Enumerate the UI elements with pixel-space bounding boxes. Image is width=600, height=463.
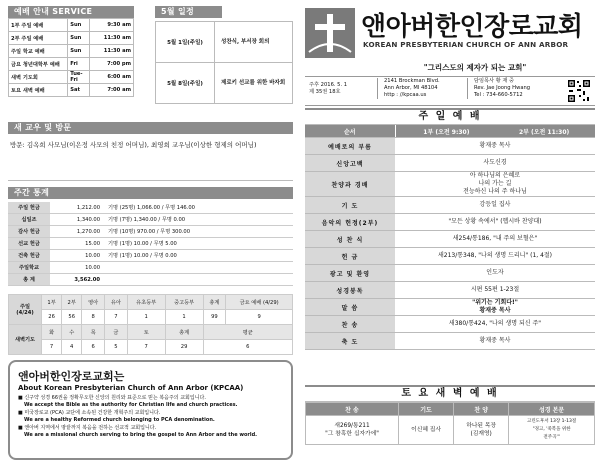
worship-order-value: 사도신경: [395, 155, 595, 172]
worship-order-value: 강등일 집사: [395, 197, 595, 214]
worship-order-label: 헌 금: [305, 248, 395, 265]
event-text: 성찬식, 부서장 회의: [221, 39, 270, 45]
service-day: Sun: [68, 45, 90, 58]
worship-schedule-table: [8, 18, 134, 97]
worship-order-value: 새213/통348, "나의 생명 드리니" (1, 4절): [395, 248, 595, 265]
kpcaa-bullet-ko: ■ 신구약 성경 66권을 정확무오한 신앙의 원리와 표준으로 믿는 복음주의 교회입니다.: [18, 395, 206, 401]
kpcaa-subtitle: About Korean Presbyterian Church of Ann Arbor (KPCAA): [18, 384, 244, 392]
attendance-value-cell: 99: [203, 310, 226, 325]
offering-row: [8, 262, 293, 274]
kpcaa-bullet-ko: ■ 앤아버 지역에서 땅끝까지 복음을 전하는 선교적 교회입니다.: [18, 425, 157, 431]
worship-order-value: 인도자: [395, 265, 595, 282]
offering-amount: 1,340.00: [50, 214, 102, 226]
dawn-value-cell: 4: [62, 340, 82, 355]
bulletin-date: 주후 2016. 5. 1: [309, 82, 348, 88]
service-day: Sun: [68, 32, 90, 45]
event-text: 제로키 선교를 위한 바자회: [221, 80, 286, 86]
worship-order-label: 예배로의 부름: [305, 138, 395, 155]
dawn-header-cell: 화: [42, 325, 62, 340]
visitors-section: [8, 122, 293, 181]
attendance-header-cell: 금요 예배 (4/29): [226, 295, 293, 310]
worship-order-row: [305, 316, 595, 333]
church-address-line1: 2141 Brockman Blvd.: [384, 78, 440, 84]
offering-amount: 10.00: [50, 250, 102, 262]
worship-order-value: 새254/통186, "내 주의 보혈은": [395, 231, 595, 248]
worship-order-row: [305, 197, 595, 214]
worship-order-value: "위기는 기회다!" 황재중 목사: [395, 299, 595, 316]
offering-detail: [102, 274, 293, 286]
schedule-row: [9, 45, 134, 58]
visitors-text: 방문: 김옥희 사모님(이은정 사모의 친정 어머님), 최영희 교우님(이상한 형제의 어머님): [8, 134, 293, 181]
attendance-header-cell: 1부: [42, 295, 62, 310]
attendance-value-cell: 1: [127, 310, 165, 325]
dawn-attendance-values-row: [9, 340, 293, 355]
service-time: 11:30 am: [90, 32, 134, 45]
dawn-value-cell: 7: [42, 340, 62, 355]
worship-order-row: [305, 138, 595, 155]
offering-amount: 1,212.00: [50, 202, 102, 214]
offering-row: [8, 250, 293, 262]
may-event-row: [155, 63, 293, 104]
qr-code-icon[interactable]: [567, 79, 591, 103]
offering-label: 주일학교: [8, 262, 50, 274]
event-date: 5월 1일(주일): [156, 22, 215, 62]
sunday-worship-section: [305, 108, 595, 350]
weekly-stats-section: [8, 187, 293, 286]
offering-label: 총 계: [8, 274, 50, 286]
service-day: Sat: [68, 84, 90, 97]
worship-order-row: [305, 155, 595, 172]
service-name: 2부 주일 예배: [9, 32, 68, 45]
pastor-name-ko: 담임목사 황 재 중: [474, 78, 515, 84]
worship-order-value: 시편 55편 1-23절: [395, 282, 595, 299]
schedule-row: [9, 19, 134, 32]
service-day: Sun: [68, 19, 90, 32]
attendance-section: [8, 294, 293, 355]
attendance-value-cell: 8: [82, 310, 105, 325]
church-info-bar: [305, 76, 595, 106]
dawn-header-cell: 금: [105, 325, 128, 340]
church-name-en: KOREAN PRESBYTERIAN CHURCH OF ANN ARBOR: [363, 40, 569, 49]
offering-amount: 10.00: [50, 262, 102, 274]
church-phone: Tel : 734-660-5712: [474, 92, 523, 98]
service-time: 9:30 am: [90, 19, 134, 32]
pastor-name-en: Rev. Jae Joong Hwang: [474, 85, 531, 91]
service-name: 1부 주일 예배: [9, 19, 68, 32]
sunday-attendance-label: [9, 295, 42, 325]
saturday-header-cell: 성경 본문: [509, 403, 595, 416]
saturday-value-cell: 하나된 목장 (김재영): [454, 416, 509, 445]
attendance-header-cell: 총계: [203, 295, 226, 310]
church-header: [305, 6, 590, 72]
saturday-dawn-table: [305, 402, 595, 445]
offering-label: 선교 헌금: [8, 238, 50, 250]
sunday-attendance-values-row: [9, 310, 293, 325]
kpcaa-title: 앤아버한인장로교회는: [18, 370, 125, 383]
saturday-value-cell: 이신혜 집사: [399, 416, 454, 445]
worship-order-row: [305, 214, 595, 231]
service-time: 11:30 am: [90, 45, 134, 58]
kpcaa-bullet: [18, 425, 283, 438]
worship-order-row: [305, 299, 595, 316]
offering-row: [8, 238, 293, 250]
attendance-value-cell: 26: [42, 310, 62, 325]
worship-order-row: [305, 231, 595, 248]
offering-detail: 기명 (25명) 1,066.00 / 무명 146.00: [102, 202, 293, 214]
worship-order-value: "모든 상황 속에서" (헵시바 찬양대): [395, 214, 595, 231]
may-event-row: [155, 21, 293, 63]
attendance-header-cell: 영아: [82, 295, 105, 310]
offering-row: [8, 202, 293, 214]
saturday-dawn-header-row: [306, 403, 595, 416]
offering-row: [8, 274, 293, 286]
service-name: 주일 학교 예배: [9, 45, 68, 58]
worship-order-label: 광고 및 환영: [305, 265, 395, 282]
kpcaa-bullet: [18, 395, 283, 408]
attendance-header-cell: 유아: [105, 295, 128, 310]
first-service-column-header: 1부 (오전 9:30): [423, 128, 470, 136]
church-name-ko: 앤아버한인장로교회: [361, 12, 583, 42]
attendance-value-cell: 56: [62, 310, 82, 325]
offering-detail: 기명 (1명) 10.00 / 무명 5.00: [102, 238, 293, 250]
church-motto: "그리스도의 제자가 되는 교회": [423, 63, 527, 72]
offering-detail: 기명 (1명) 10.00 / 무명 0.00: [102, 250, 293, 262]
service-name: 새벽 기도회: [9, 71, 68, 84]
offering-row: [8, 226, 293, 238]
dawn-header-cell: 총계: [165, 325, 203, 340]
may-schedule-header: 5월 일정: [155, 6, 222, 18]
worship-order-row: [305, 333, 595, 350]
dawn-header-cell: 토: [127, 325, 165, 340]
saturday-header-cell: 찬 송: [306, 403, 399, 416]
weekly-stats-header: 주간 통계: [8, 187, 293, 199]
may-schedule-section: [155, 6, 293, 104]
kpcaa-about-box: [8, 360, 293, 460]
service-time: 6:00 am: [90, 71, 134, 84]
worship-order-label: 성 찬 식: [305, 231, 395, 248]
event-date: 5월 8일(주일): [156, 63, 215, 103]
offering-label: 감사 헌금: [8, 226, 50, 238]
visitors-header: 새 교우 및 방문: [8, 122, 293, 134]
attendance-value-cell: 9: [226, 310, 293, 325]
attendance-table: [8, 294, 293, 355]
offering-detail: 기명 (7명) 1,340.00 / 무명 0.00: [102, 214, 293, 226]
church-website[interactable]: http : //kpcaa.us: [384, 92, 427, 98]
saturday-dawn-values-row: [306, 416, 595, 445]
dawn-header-cell: 평균: [203, 325, 292, 340]
offering-detail: [102, 262, 293, 274]
worship-order-value: 새380/통424, "나의 생명 되신 주": [395, 316, 595, 333]
service-time: 7:00 pm: [90, 58, 134, 71]
worship-order-row: [305, 282, 595, 299]
service-time: 7:00 am: [90, 84, 134, 97]
offering-amount: 1,270.00: [50, 226, 102, 238]
saturday-dawn-title: 토 요 새 벽 예 배: [305, 385, 595, 402]
worship-order-label: 신앙고백: [305, 155, 395, 172]
offering-label: 건축 헌금: [8, 250, 50, 262]
attendance-value-cell: 1: [165, 310, 203, 325]
sunday-label: 주일: [19, 304, 31, 310]
worship-order-label: 찬 송: [305, 316, 395, 333]
worship-order-row: [305, 172, 595, 197]
service-day: Tue-Fri: [68, 71, 90, 84]
worship-order-value: 황재중 목사: [395, 138, 595, 155]
worship-order-label: 성경봉독: [305, 282, 395, 299]
worship-order-label: 기 도: [305, 197, 395, 214]
worship-schedule-header: 예배 안내 SERVICE: [8, 6, 134, 18]
schedule-row: [9, 84, 134, 97]
schedule-row: [9, 32, 134, 45]
church-address-line2: Ann Arbor, MI 48104: [384, 85, 438, 91]
dawn-attendance-label: 새벽기도: [9, 325, 42, 355]
dawn-header-cell: 목: [82, 325, 105, 340]
service-name: 토요 새벽 예배: [9, 84, 68, 97]
attendance-header-cell: 2부: [62, 295, 82, 310]
sunday-attendance-header-row: [9, 295, 293, 310]
offering-label: 주일 헌금: [8, 202, 50, 214]
worship-order-value: 황재중 목사: [395, 333, 595, 350]
dawn-value-cell: 5: [105, 340, 128, 355]
worship-order-row: [305, 248, 595, 265]
offering-amount: 3,562.00: [50, 274, 102, 286]
kpcaa-bullet-en: We are a healthy Reformed church belonging to PCA denomination.: [24, 416, 215, 423]
worship-schedule-section: [8, 6, 134, 97]
bulletin-issue: 제 35권 18호: [309, 89, 341, 95]
offerings-table: [8, 202, 293, 286]
schedule-row: [9, 58, 134, 71]
church-logo-icon: [305, 8, 355, 58]
dawn-value-cell: 6: [82, 340, 105, 355]
offering-amount: 15.00: [50, 238, 102, 250]
saturday-dawn-section: [305, 385, 595, 445]
attendance-value-cell: 7: [105, 310, 128, 325]
attendance-header-cell: 중고등부: [165, 295, 203, 310]
saturday-value-cell: 새269/통211 "그 참혹한 십자가에": [306, 416, 399, 445]
kpcaa-bullet-en: We accept the Bible as the authority for Christian life and church practices.: [24, 401, 238, 408]
service-day: Fri: [68, 58, 90, 71]
order-column-header: 순서: [305, 125, 395, 138]
worship-order-value: 아 하나님의 은혜로 나의 가는 길 전능하신 나의 주 하나님: [395, 172, 595, 197]
dawn-attendance-header-row: [9, 325, 293, 340]
sunday-worship-column-header: [305, 125, 595, 138]
worship-order-label: 축 도: [305, 333, 395, 350]
sunday-worship-title: 주 일 예 배: [305, 108, 595, 125]
worship-order-label: 찬양과 경배: [305, 172, 395, 197]
service-name: 금요 청년대학부 예배: [9, 58, 68, 71]
offering-row: [8, 214, 293, 226]
kpcaa-bullet-ko: ■ 미국장로교 (PCA) 교단에 소속된 건강한 개혁주의 교회입니다.: [18, 410, 161, 416]
sunday-date: (4/24): [16, 310, 34, 316]
offering-label: 십일조: [8, 214, 50, 226]
saturday-header-cell: 기도: [399, 403, 454, 416]
offering-detail: 기명 (10명) 970.00 / 무명 300.00: [102, 226, 293, 238]
attendance-header-cell: 유초등부: [127, 295, 165, 310]
dawn-header-cell: 수: [62, 325, 82, 340]
worship-order-label: 음악의 헌정(2부): [305, 214, 395, 231]
saturday-header-cell: 찬 양: [454, 403, 509, 416]
schedule-row: [9, 71, 134, 84]
saturday-value-cell: 고린도후서 13장 1-13절 "경고, '죽복을 위한 전주곡'": [509, 416, 595, 445]
sunday-worship-table: [305, 125, 595, 350]
dawn-value-cell: 7: [127, 340, 165, 355]
worship-order-row: [305, 265, 595, 282]
dawn-value-cell: 29: [165, 340, 203, 355]
kpcaa-bullet: [18, 410, 283, 423]
kpcaa-bullet-en: We are a missional church serving to bring the gospel to Ann Arbor and the world.: [24, 431, 258, 438]
second-service-column-header: 2부 (오전 11:30): [518, 128, 570, 136]
dawn-value-cell: 6: [203, 340, 292, 355]
worship-order-label: 말 씀: [305, 299, 395, 316]
